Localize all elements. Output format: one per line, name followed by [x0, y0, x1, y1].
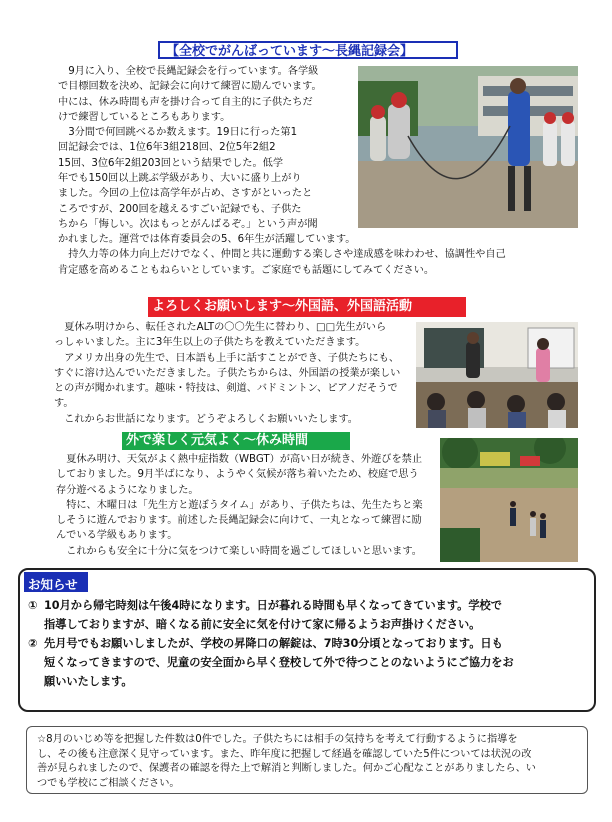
section-title-recess: 外で楽しく元気よく～休み時間 — [122, 432, 350, 450]
section-title-long-rope: 【全校でがんばっています～長縄記録会】 — [158, 41, 458, 59]
text-line: との声が聞かれます。趣味・特技は、剣道、バドミントン、ピアノだそうで — [54, 383, 398, 395]
notice-item-number: ② — [28, 637, 38, 650]
text-line: 中には、休み時間も声を掛け合って自主的に子供たちだ — [58, 96, 313, 108]
classroom-photo — [416, 322, 578, 428]
playground-photo — [440, 438, 578, 562]
section1-body-top — [58, 64, 358, 232]
notice-item-number: ① — [28, 599, 38, 612]
text-line: っしゃいました。主に3年生以上の子供たちを教えていただきます。 — [54, 337, 366, 349]
text-line: し、その後も注意深く見守っています。また、昨年度に把握して経過を確認していた5件については状況の改 — [37, 748, 532, 760]
text-line: す。 — [54, 398, 74, 410]
text-line: けで練習しているところもあります。 — [58, 111, 231, 123]
text-line: 回記録会では、1位6年3組218回、2位5年2組2 — [58, 142, 276, 154]
text-line: 夏休み明け、天気がよく熱中症指数（WBGT）が高い日が続き、外遊びを禁止 — [66, 454, 423, 465]
text-line: 10月から帰宅時刻は午後4時になります。日が暮れる時間も早くなってきています。学校で — [44, 599, 502, 612]
text-line: 存分遊べるようになりました。 — [56, 484, 199, 496]
text-line: 先月号でもお願いしましたが、学校の昇降口の解錠は、7時30分頃となっております。日も — [44, 637, 503, 650]
text-line: これからお世話になります。どうぞよろしくお願いいたします。 — [64, 413, 358, 425]
text-line: かれました。運営では体育委員会の5、6年生が活躍しています。 — [58, 234, 356, 245]
text-line: すぐに溶け込んでいただきました。子供たちからは、外国語の授業が楽しい — [54, 367, 401, 379]
notice-item — [28, 596, 590, 634]
notice-body — [28, 596, 590, 691]
long-rope-photo — [358, 66, 578, 228]
text-line: 指導しておりますが、暗くなる前に安全に気を付けて家に帰るようお声掛けください。 — [44, 618, 481, 631]
text-line: しておりました。9月半ばになり、ようやく気候が落ち着いたため、校庭で思う — [56, 469, 419, 481]
text-line: 短くなってきますので、児童の安全面から早く登校して外で待つことのないようにご協力をお — [44, 656, 514, 669]
text-line: ころですが、200回を越えるすごい記録でも、子供た — [58, 203, 302, 215]
text-line: つでも学校にご相談ください。 — [37, 777, 180, 789]
notice-title: お知らせ — [24, 572, 88, 592]
section1-body-bottom — [58, 232, 578, 278]
text-line: しそうに遊んでおります。前述した長縄記録会に向けて、一丸となって練習に励 — [56, 515, 422, 527]
text-line: 年でも150回以上跳ぶ学級があり、大いに盛り上がり — [58, 173, 302, 185]
text-line: アメリカ出身の先生で、日本語も上手に話すことができ、子供たちにも、 — [64, 352, 400, 364]
text-line: ちから「悔しい。次はもっとがんばるぞ。」という声が聞 — [58, 218, 318, 230]
text-line: 9月に入り、全校で長縄記録会を行っています。各学級 — [68, 66, 319, 77]
text-line: ました。今回の上位は高学年が占め、さすがといったと — [58, 188, 313, 200]
text-line: 願いいたします。 — [44, 675, 133, 688]
text-line: 善が見られましたので、保護者の確認を得た上で解消と判断しました。何かご心配なことがありましたら、い — [37, 763, 536, 774]
text-line: 持久力等の体力向上だけでなく、仲間と共に運動する楽しさや達成感を味わわせ、協調性や自己 — [68, 249, 506, 261]
section-title-foreign-language: よろしくお願いします～外国語、外国語活動 — [148, 297, 466, 317]
text-line: で目標回数を決め、記録会に向けて練習に励んでいます。 — [58, 81, 322, 93]
text-line: 3分間で何回跳べるか数えます。19日に行った第1 — [68, 127, 298, 139]
text-line: 夏休み明けから、転任されたALTの〇〇先生に替わり、□□先生がいら — [64, 322, 387, 333]
text-line: 特に、木曜日は「先生方と遊ぼうタイム」があり、子供たちは、先生たちと楽 — [66, 499, 423, 511]
bullying-report-box — [26, 726, 588, 794]
text-line: んでいる学級もあります。 — [56, 530, 178, 542]
section2-body — [54, 320, 418, 427]
text-line: ☆8月のいじめ等を把握した件数は0件でした。子供たちには相手の気持ちを考えて行動するように指導を — [37, 734, 518, 745]
text-line: 肯定感を高めることもねらいとしています。ご家庭でも話題にしてみてください。 — [58, 264, 435, 276]
notice-item-text — [44, 596, 590, 634]
section3-body — [56, 452, 442, 559]
notice-item-text — [44, 634, 590, 691]
text-line: これからも安全に十分に気をつけて楽しい時間を過ごしてほしいと思います。 — [66, 545, 422, 557]
text-line: 15回、3位6年2組203回という結果でした。低学 — [58, 157, 284, 169]
notice-item — [28, 634, 590, 691]
